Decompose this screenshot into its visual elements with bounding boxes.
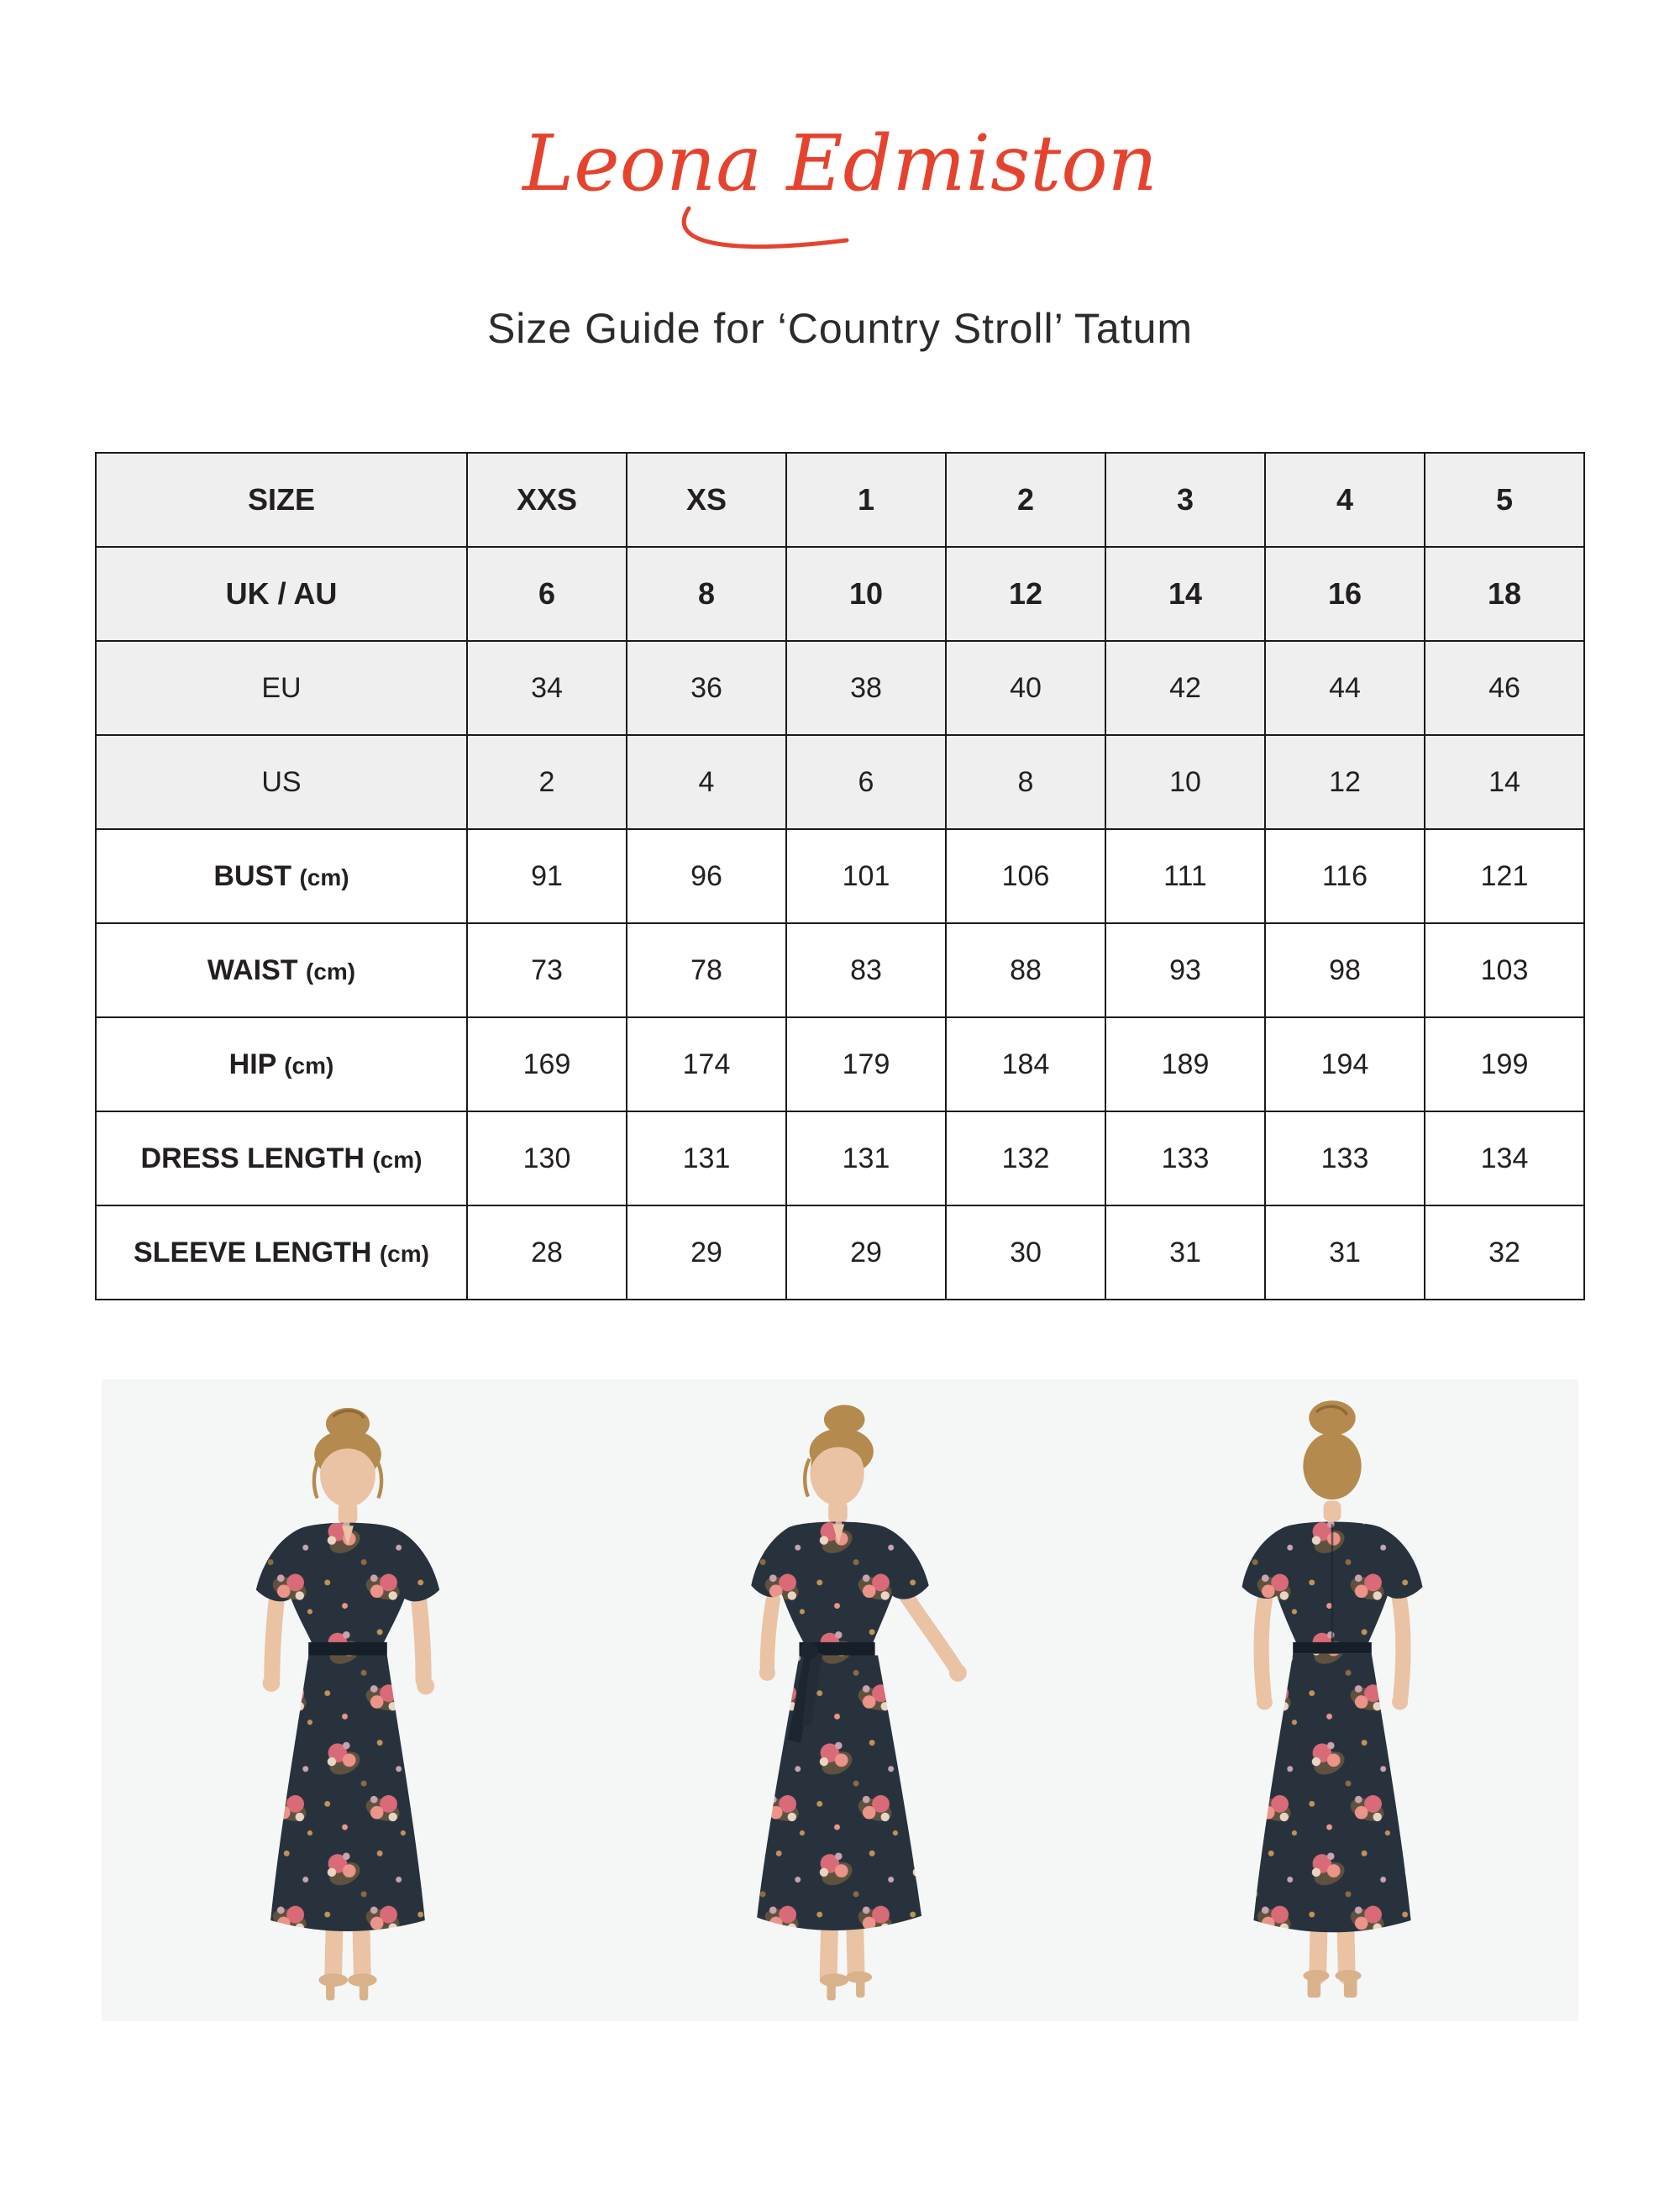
size-value-cell: 42 bbox=[1105, 641, 1265, 735]
model-photo-three-quarter bbox=[622, 1396, 1058, 2008]
size-value-cell: 78 bbox=[627, 923, 786, 1017]
model-front bbox=[256, 1408, 439, 2000]
row-label-text: BUST bbox=[213, 859, 291, 892]
size-value-cell: 31 bbox=[1105, 1205, 1265, 1300]
size-table-body bbox=[96, 453, 1584, 1300]
logo-flourish bbox=[684, 208, 847, 247]
dress-skirt bbox=[757, 1656, 921, 1930]
dress-skirt bbox=[1253, 1654, 1410, 1933]
size-value-cell: 4 bbox=[627, 735, 786, 829]
table-row bbox=[96, 735, 1584, 829]
size-value-cell: 12 bbox=[946, 547, 1105, 641]
size-value-cell: 103 bbox=[1425, 923, 1584, 1017]
size-value-cell: 10 bbox=[786, 547, 946, 641]
size-value-cell: 106 bbox=[946, 829, 1105, 923]
row-label bbox=[96, 547, 467, 641]
size-value-cell: 2 bbox=[946, 453, 1105, 547]
size-value-cell: 184 bbox=[946, 1017, 1105, 1111]
table-row bbox=[96, 1205, 1584, 1300]
row-label-text: WAIST bbox=[207, 953, 298, 986]
size-value-cell: 83 bbox=[786, 923, 946, 1017]
row-label-text: SLEEVE LENGTH bbox=[134, 1236, 372, 1268]
size-value-cell: 1 bbox=[786, 453, 946, 547]
size-value-cell: 101 bbox=[786, 829, 946, 923]
arm-left bbox=[767, 1600, 773, 1667]
arm-left bbox=[1262, 1597, 1266, 1696]
size-value-cell: 169 bbox=[467, 1017, 627, 1111]
arm-right-extended bbox=[907, 1597, 955, 1667]
size-value-cell: 134 bbox=[1425, 1111, 1584, 1205]
size-value-cell: 93 bbox=[1105, 923, 1265, 1017]
neck bbox=[1324, 1501, 1341, 1521]
row-label bbox=[96, 641, 467, 735]
row-label-text: UK / AU bbox=[225, 576, 338, 611]
size-value-cell: 131 bbox=[786, 1111, 946, 1205]
heel-right bbox=[360, 1982, 368, 2001]
size-value-cell: 96 bbox=[627, 829, 786, 923]
size-value-cell: 174 bbox=[627, 1017, 786, 1111]
table-row bbox=[96, 829, 1584, 923]
size-value-cell: 133 bbox=[1105, 1111, 1265, 1205]
heel-right bbox=[856, 1978, 864, 1998]
size-value-cell: XXS bbox=[467, 453, 627, 547]
hair-strand-right bbox=[377, 1460, 381, 1498]
hand-right bbox=[1392, 1694, 1408, 1709]
sash-knot bbox=[801, 1642, 818, 1660]
size-value-cell: 10 bbox=[1105, 735, 1265, 829]
heel-left bbox=[827, 1982, 835, 2001]
size-value-cell: 36 bbox=[627, 641, 786, 735]
row-label-text: US bbox=[261, 765, 302, 798]
size-value-cell: 73 bbox=[467, 923, 627, 1017]
size-value-cell: 199 bbox=[1425, 1017, 1584, 1111]
model-photo-back bbox=[1114, 1396, 1551, 2008]
size-value-cell: 111 bbox=[1105, 829, 1265, 923]
row-unit-text: (cm) bbox=[299, 864, 349, 890]
size-value-cell: 116 bbox=[1265, 829, 1425, 923]
size-value-cell: 131 bbox=[627, 1111, 786, 1205]
page-title: Size Guide for ‘Country Stroll’ Tatum bbox=[486, 305, 1194, 352]
table-row bbox=[96, 547, 1584, 641]
row-label bbox=[96, 829, 467, 923]
row-label bbox=[96, 1111, 467, 1205]
heel-left bbox=[1308, 1976, 1321, 1998]
waist-sash bbox=[1293, 1642, 1372, 1654]
row-label bbox=[96, 1017, 467, 1111]
waist-sash bbox=[308, 1642, 387, 1656]
size-value-cell: 132 bbox=[946, 1111, 1105, 1205]
size-value-cell: 3 bbox=[1105, 453, 1265, 547]
size-value-cell: 31 bbox=[1265, 1205, 1425, 1300]
dress-skirt bbox=[270, 1656, 425, 1931]
size-value-cell: 5 bbox=[1425, 453, 1584, 547]
size-value-cell: 6 bbox=[467, 547, 627, 641]
arm-left bbox=[272, 1601, 276, 1677]
size-value-cell: 189 bbox=[1105, 1017, 1265, 1111]
row-unit-text: (cm) bbox=[379, 1240, 429, 1267]
model-three-quarter bbox=[751, 1405, 967, 2000]
table-row bbox=[96, 1111, 1584, 1205]
row-label-text: EU bbox=[261, 671, 302, 704]
size-value-cell: 88 bbox=[946, 923, 1105, 1017]
size-value-cell: 16 bbox=[1265, 547, 1425, 641]
row-label bbox=[96, 1205, 467, 1300]
neck bbox=[339, 1503, 358, 1525]
table-row bbox=[96, 1017, 1584, 1111]
size-value-cell: 8 bbox=[946, 735, 1105, 829]
heel-right bbox=[1344, 1976, 1357, 1998]
arm-right bbox=[1399, 1597, 1404, 1696]
size-value-cell: 34 bbox=[467, 641, 627, 735]
row-unit-text: (cm) bbox=[306, 958, 356, 985]
size-value-cell: 91 bbox=[467, 829, 627, 923]
table-row bbox=[96, 923, 1584, 1017]
size-value-cell: 40 bbox=[946, 641, 1105, 735]
brand-logo bbox=[0, 0, 1680, 272]
size-value-cell: 4 bbox=[1265, 453, 1425, 547]
size-value-cell: 8 bbox=[627, 547, 786, 641]
row-label-text: HIP bbox=[228, 1048, 276, 1080]
size-value-cell: 130 bbox=[467, 1111, 627, 1205]
size-value-cell: 18 bbox=[1425, 547, 1584, 641]
size-value-cell: 12 bbox=[1265, 735, 1425, 829]
size-value-cell: 38 bbox=[786, 641, 946, 735]
size-value-cell: 46 bbox=[1425, 641, 1584, 735]
head-back bbox=[1303, 1432, 1361, 1499]
table-row bbox=[96, 453, 1584, 547]
row-label bbox=[96, 923, 467, 1017]
brand-logo-text: Leona Edmiston bbox=[522, 118, 1158, 208]
hand-left bbox=[263, 1674, 281, 1692]
dress-bodice bbox=[751, 1522, 928, 1646]
size-value-cell: 29 bbox=[786, 1205, 946, 1300]
size-value-cell: 121 bbox=[1425, 829, 1584, 923]
row-label bbox=[96, 735, 467, 829]
size-value-cell: 14 bbox=[1105, 547, 1265, 641]
model-back bbox=[1242, 1400, 1423, 1998]
brand-logo-script bbox=[521, 72, 1159, 272]
size-value-cell: 98 bbox=[1265, 923, 1425, 1017]
product-photo-strip bbox=[102, 1379, 1578, 2021]
hand-left bbox=[759, 1665, 775, 1681]
row-label-text: DRESS LENGTH bbox=[140, 1142, 365, 1174]
size-table bbox=[95, 452, 1585, 1300]
size-value-cell: 44 bbox=[1265, 641, 1425, 735]
row-unit-text: (cm) bbox=[284, 1052, 334, 1079]
neck bbox=[828, 1501, 848, 1523]
size-value-cell: 6 bbox=[786, 735, 946, 829]
size-value-cell: 194 bbox=[1265, 1017, 1425, 1111]
table-row bbox=[96, 641, 1584, 735]
size-value-cell: 30 bbox=[946, 1205, 1105, 1300]
size-value-cell: 133 bbox=[1265, 1111, 1425, 1205]
hand-left bbox=[1257, 1694, 1273, 1709]
size-value-cell: 32 bbox=[1425, 1205, 1584, 1300]
row-unit-text: (cm) bbox=[372, 1146, 423, 1173]
size-value-cell: 179 bbox=[786, 1017, 946, 1111]
hand-right bbox=[949, 1664, 967, 1682]
heel-left bbox=[326, 1982, 334, 2001]
hair-strand-left bbox=[805, 1459, 809, 1497]
row-label-text: SIZE bbox=[247, 482, 315, 517]
size-value-cell: 29 bbox=[627, 1205, 786, 1300]
size-value-cell: 14 bbox=[1425, 735, 1584, 829]
hand-right bbox=[417, 1678, 434, 1695]
arm-right bbox=[419, 1601, 423, 1680]
model-photo-front bbox=[129, 1396, 566, 2008]
size-value-cell: 2 bbox=[467, 735, 627, 829]
hair-strand-left bbox=[314, 1460, 318, 1498]
size-value-cell: XS bbox=[627, 453, 786, 547]
row-label bbox=[96, 453, 467, 547]
size-value-cell: 28 bbox=[467, 1205, 627, 1300]
